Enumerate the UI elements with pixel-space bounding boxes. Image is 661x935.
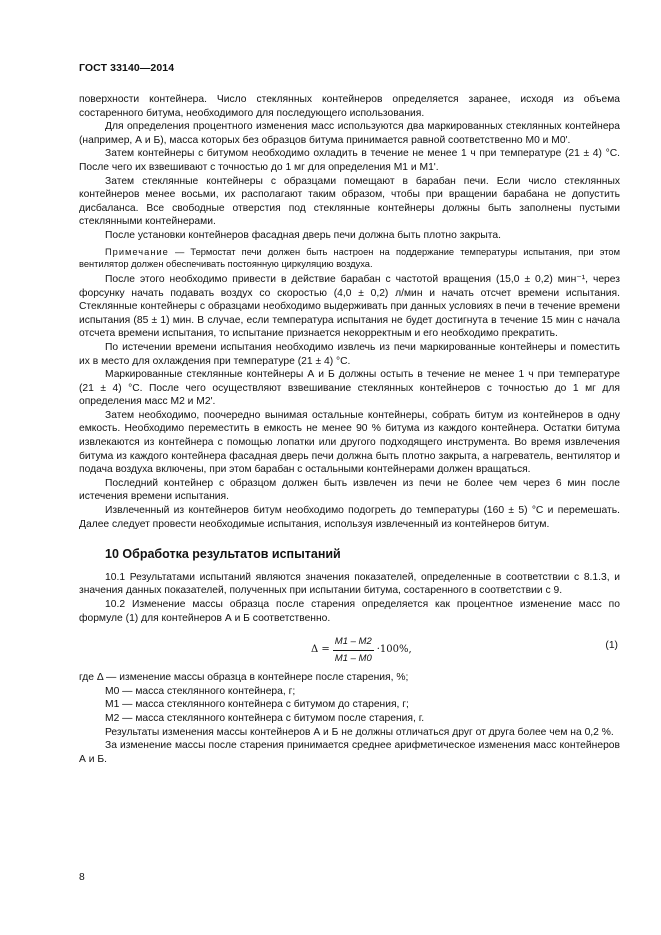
- note-text: — Термостат печи должен быть настроен на поддержание температуры испытания, при этом вентилятор должен обеспечивать постоянную циркуляцию воздуха.: [79, 246, 620, 269]
- paragraph: Последний контейнер с образцом должен быть извлечен из печи не более чем через 6 мин после истечения времени испытания.: [79, 477, 620, 503]
- note-label: Примечание: [105, 246, 169, 257]
- formula-fraction: [333, 635, 374, 665]
- page-number: 8: [79, 872, 85, 883]
- definition-item: M2 — масса стеклянного контейнера с битумом после старения, г.: [105, 712, 425, 724]
- formula-lhs: Δ =: [311, 644, 330, 656]
- paragraph: Извлеченный из контейнеров битум необходимо подогреть до температуры (160 ± 5) °С и перемешать. Далее следует провести необходимые испытания, используя извлеченный из контейнеров битум.: [79, 505, 620, 530]
- paragraph: Для определения процентного изменения масс используются два маркированных стеклянных контейнера (например, А и Б), масса которых без образцов битума принимается равной соответственно M0 и M0'.: [79, 121, 620, 146]
- document-body: [79, 93, 620, 766]
- standard-header: ГОСТ 33140—2014: [79, 62, 175, 74]
- paragraph: Затем необходимо, поочередно вынимая остальные контейнеры, собрать битум из контейнеров в одну емкость. Необходимо переместить в емкость не менее 90 % битума из каждого контейнера. Остатки битума извлекаются из контейнера с помощью лопатки или другого подходящего инструмента. Во время извлечения битума из каждого контейнера фасадная дверь печи должна быть плотно закрыта, а нагреватель, вентилятор и подача воздуха включены, при этом барабан с остальными контейнерами должен вращаться.: [79, 409, 620, 476]
- formula-number: (1): [605, 640, 618, 652]
- paragraph: Результаты изменения массы контейнеров А и Б не должны отличаться друг от друга более чем на 0,2 %.: [105, 726, 614, 738]
- paragraph: поверхности контейнера. Число стеклянных контейнеров определяется заранее, исходя из объема состаренного битума, необходимого для последующего использования.: [79, 94, 620, 119]
- definition-item: M1 — масса стеклянного контейнера с битумом до старения, г;: [105, 699, 409, 711]
- paragraph: Маркированные стеклянные контейнеры А и Б должны остыть в течение не менее 1 ч при температуре (21 ± 4) °С. После чего осуществляют взвешивание стеклянных контейнеров с точностью до 1 мг для определения масс M2 и M2'.: [79, 369, 620, 408]
- formula-tail: ·100%,: [376, 644, 412, 656]
- paragraph: 10.2 Изменение массы образца после старения определяется как процентное изменение масс по формуле (1) для контейнеров А и Б соответственно.: [79, 599, 620, 624]
- paragraph: По истечении времени испытания необходимо извлечь из печи маркированные контейнеры и поместить их в место для охлаждения при температуре (21 ± 4) °С.: [79, 341, 620, 367]
- paragraph: После этого необходимо привести в действие барабан с частотой вращения (15,0 ± 0,2) мин⁻¹, через форсунку начать подавать воздух со скоростью (4,0 ± 0,2) л/мин и начать отсчет времени испытания. Стеклянные контейнеры с образцами необходимо выдерживать при данных условиях в печи в течение времени испытания (85 ± 1) мин. В случае, если температура испытания не будет достигнута в течение 15 мин с начала отсчета времени испытания, то испытание признается некорректным и его необходимо прекратить.: [79, 273, 620, 340]
- paragraph: После установки контейнеров фасадная дверь печи должна быть плотно закрыта.: [105, 229, 501, 241]
- formula-numerator: M1 – M2: [333, 635, 374, 651]
- formula-denominator: M1 – M0: [334, 652, 372, 664]
- paragraph: Затем стеклянные контейнеры с образцами помещают в барабан печи. Если число стеклянных контейнеров менее восьми, их располагают таким образом, чтобы при вращении барабана не допустить дисбаланса. Все свободные отверстия под стеклянные контейнеры должны быть заполнены пустыми стеклянными контейнерами.: [79, 175, 620, 228]
- paragraph: Затем контейнеры с битумом необходимо охладить в течение не менее 1 ч при температуре (21 ± 4) °С. После чего их взвешивают с точностью до 1 мг для определения M1 и M1'.: [79, 148, 620, 173]
- paragraph: 10.1 Результатами испытаний являются значения показателей, определенные в соответствии с 8.1.3, и значения данных показателей, полученных при испытании битума, состаренного в соответствии с 9.: [79, 571, 620, 597]
- formula-expression: [311, 635, 412, 665]
- note: [79, 246, 620, 270]
- definition-item: где Δ — изменение массы образца в контейнере после старения, %;: [79, 672, 409, 684]
- formula-block: [79, 629, 620, 669]
- paragraph: За изменение массы после старения принимается среднее арифметическое изменения масс контейнеров А и Б.: [79, 740, 620, 765]
- definition-item: M0 — масса стеклянного контейнера, г;: [105, 685, 296, 697]
- section-title: 10 Обработка результатов испытаний: [105, 547, 341, 562]
